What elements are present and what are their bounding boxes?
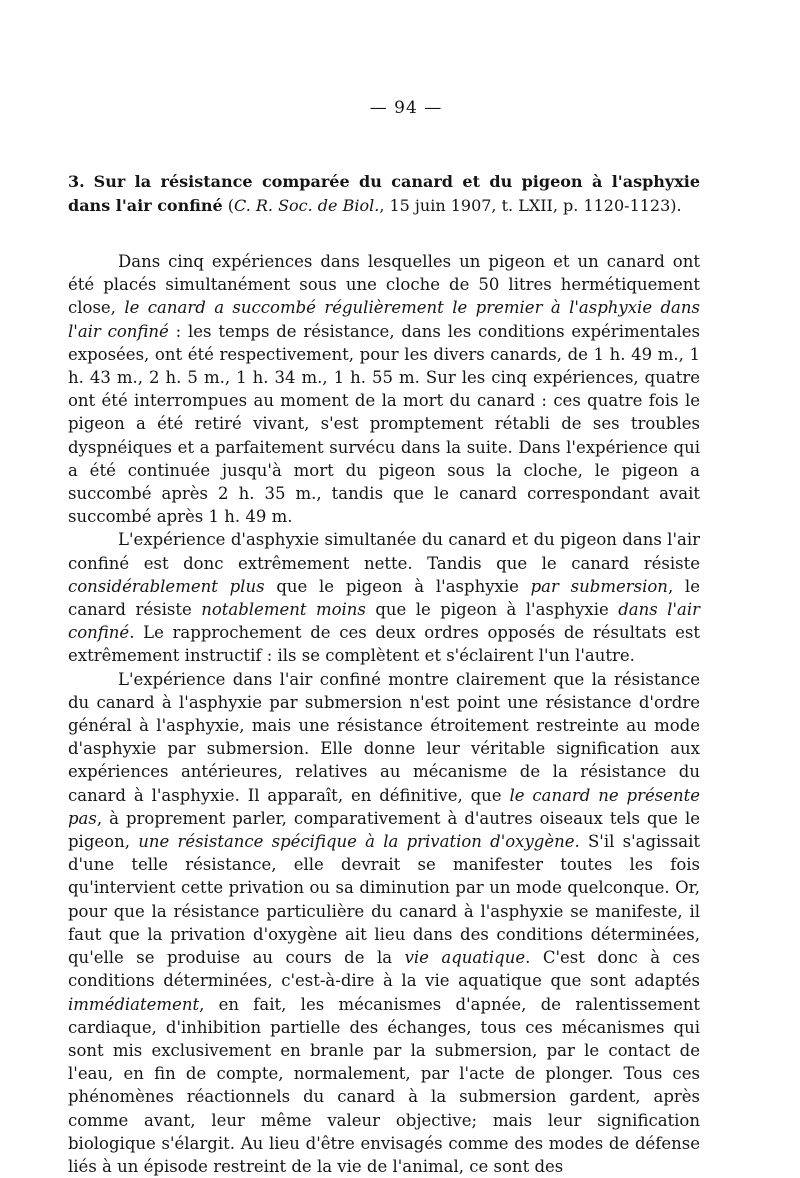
italic-text: considérablement plus — [68, 576, 265, 596]
page-number: — 94 — — [369, 98, 443, 118]
italic-text: immédiatement — [68, 994, 200, 1014]
italic-text: le canard a succombé régulièrement le premier à l'asphyxie dans l'air confiné — [68, 298, 700, 341]
document-page — [68, 98, 700, 1178]
text-run: que le pigeon à l'asphyxie — [365, 600, 619, 620]
paragraph — [68, 668, 700, 1178]
section-number: 3. — [68, 172, 85, 191]
text-run: . C'est donc à ces conditions déterminées, c'est-à-dire à la vie aquatique que sont adaptés — [68, 948, 701, 991]
italic-text: dans l'air confiné — [68, 600, 700, 643]
italic-text: une résistance spécifique à la privation d'oxygène — [138, 832, 575, 852]
text-run: que le pigeon à l'asphyxie — [264, 576, 531, 596]
italic-text: notablement moins — [201, 600, 366, 620]
italic-text: par submersion — [530, 576, 668, 596]
body-text — [68, 250, 700, 1178]
reference-open: ( — [222, 196, 235, 215]
text-run: , le canard résiste — [68, 576, 700, 620]
text-run: . Le rapprochement de ces deux ordres opposés de résultats est extrêmement instructif : ils se complètent et s'éclairent l'un l'autre. — [68, 623, 700, 666]
reference-journal: C. R. Soc. de Biol. — [234, 196, 380, 215]
text-run: L'expérience d'asphyxie simultanée du canard et du pigeon dans l'air confiné est donc extrêmement nette. Tandis que le canard résiste — [68, 530, 700, 573]
text-run: L'expérience dans l'air confiné montre clairement que la résistance du canard à l'asphyxie par submersion n'est point une résistance d'ordre général à l'asphyxie, mais une résistance étroitement restreinte au mode d'asphyxie par submersion. Elle donne leur véritable signification aux expériences antérieures, relatives au mécanisme de la résistance du canard à l'asphyxie. Il apparaît, en définitive, que — [68, 669, 700, 805]
italic-text: le canard ne présente pas — [68, 785, 700, 828]
section-title: Sur la résistance comparée du canard et du pigeon à l'asphyxie dans l'air confiné — [68, 172, 700, 215]
paragraph — [68, 528, 700, 667]
text-run: , en fait, les mécanismes d'apnée, de ralentissement cardiaque, d'inhibition partielle des échanges, tous ces mécanismes qui sont mis exclusivement en branle par la submersion, par le contact de l'eau, en fin de compte, normalement, par l'acte de plonger. Tous ces phénomènes réactionnels du canard à la submersion gardent, après comme avant, leur même valeur objective; mais leur signification biologique s'élargit. Au lieu d'être envisagés comme des modes de défense liés à un épisode restreint de la vie de l'animal, ce sont des — [68, 994, 700, 1176]
paragraph — [68, 250, 700, 528]
section-heading — [68, 170, 700, 218]
text-run: . S'il s'agissait d'une telle résistance, elle devrait se manifester toutes les fois qu'intervient cette privation ou sa diminution par un mode quelconque. Or, pour que la résistance particulière du canard à l'asphyxie se manifeste, il faut que la privation d'oxygène ait lieu dans des conditions déterminées, qu'elle se produise au cours de la — [68, 832, 700, 968]
reference-details: , 15 juin 1907, t. LXII, p. 1120-1123). — [379, 196, 682, 215]
text-run: , à proprement parler, comparativement à d'autres oiseaux tels que le pigeon, — [68, 808, 700, 852]
text-run: : les temps de résistance, dans les conditions expérimentales exposées, ont été respectivement, pour les divers canards, de 1 h. 49 m., 1 h. 43 m., 2 h. 5 m., 1 h. 34 m., 1 h. 55 m. Sur les cinq expériences, quatre ont été interrompues au moment de la mort du canard : ces quatre fois le pigeon a été retiré vivant, s'est promptement rétabli de ses troubles dyspnéiques et a parfaitement survécu dans la suite. Dans l'expérience qui a été continuée jusqu'à mort du pigeon sous la cloche, le pigeon a succombé après 2 h. 35 m., tandis que le canard correspondant avait succombé après 1 h. 49 m. — [68, 321, 700, 527]
text-run: Dans cinq expériences dans lesquelles un pigeon et un canard ont été placés simultanément sous une cloche de 50 litres hermétiquement close, — [68, 252, 700, 318]
italic-text: vie aquatique — [404, 948, 526, 968]
